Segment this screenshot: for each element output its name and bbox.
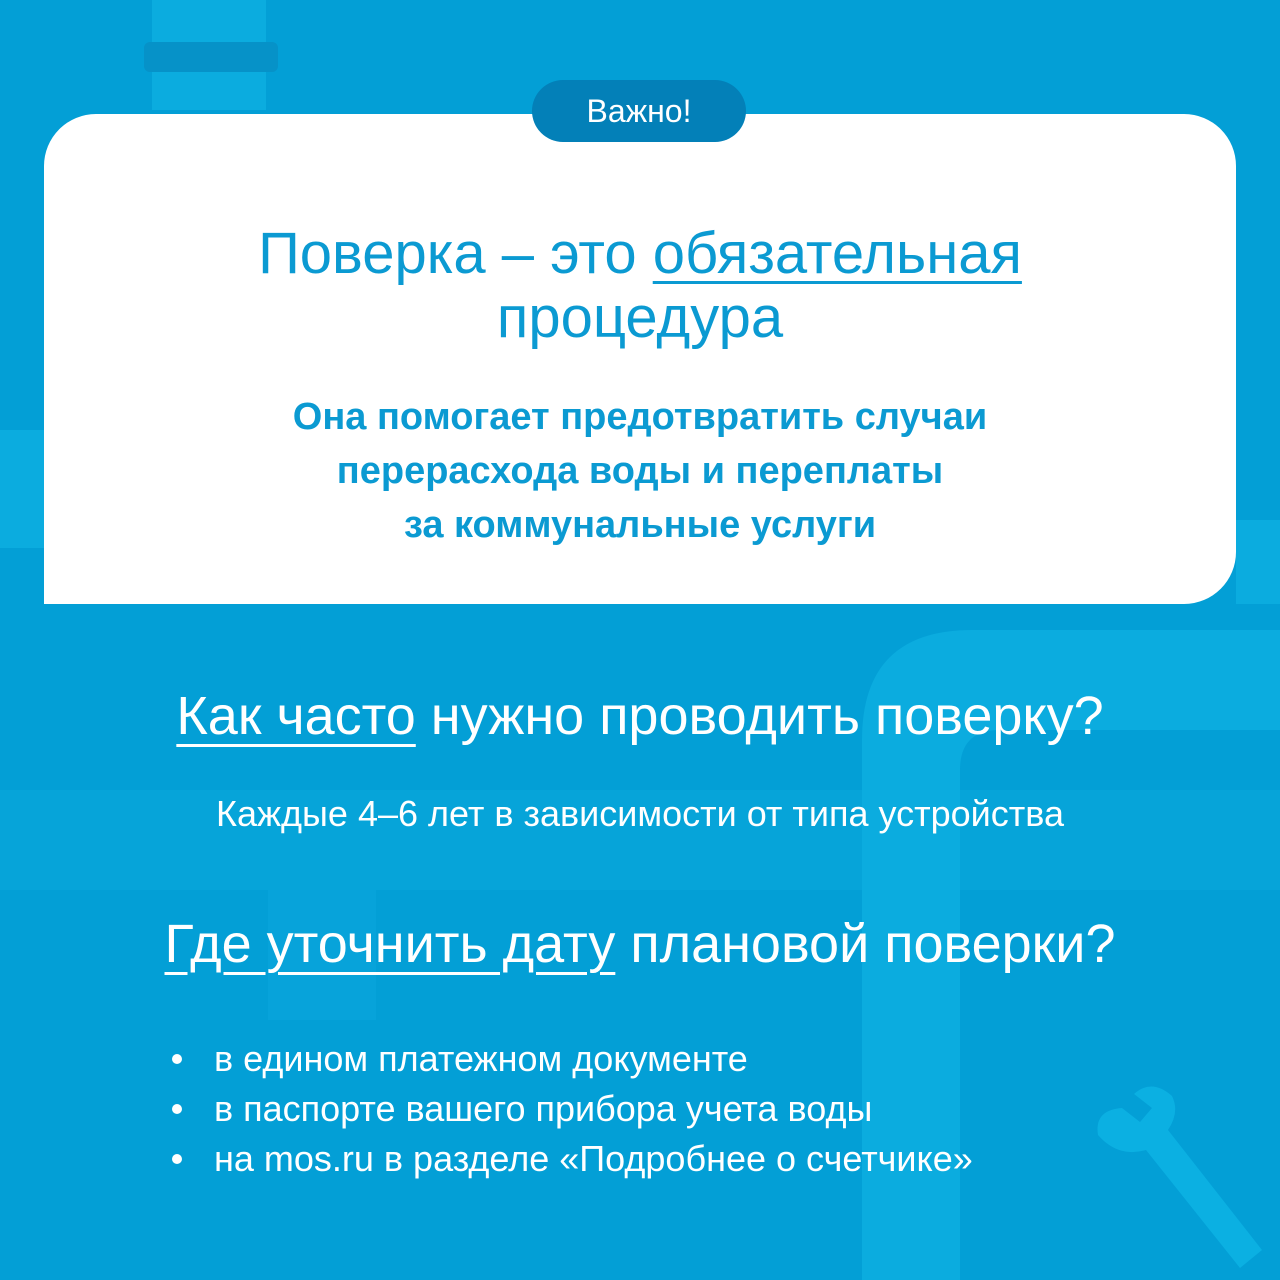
where-list	[168, 1034, 973, 1184]
heading-rest: плановой поверки?	[615, 914, 1116, 974]
list-item-text: на mos.ru в разделе «Подробнее о счетчике»	[214, 1138, 973, 1179]
important-badge	[532, 80, 746, 142]
card-title-underlined: обязательная	[652, 221, 1022, 286]
bullet-icon	[172, 1104, 182, 1114]
list-item	[168, 1084, 973, 1134]
card-description	[0, 390, 1280, 552]
bullet-icon	[172, 1054, 182, 1064]
wrench-icon	[1098, 1086, 1263, 1268]
section-heading-where	[0, 912, 1280, 976]
heading-underlined: Где уточнить дату	[164, 914, 616, 974]
section-heading-frequency	[0, 684, 1280, 748]
list-item	[168, 1134, 973, 1184]
card-text-line: за коммунальные услуги	[403, 504, 877, 546]
heading-rest: нужно проводить поверку?	[415, 686, 1104, 746]
heading-underlined: Как часто	[176, 686, 416, 746]
card-title-part1: Поверка – это	[258, 221, 653, 286]
card-text-line: перерасхода воды и переплаты	[336, 450, 944, 492]
list-item-text: в паспорте вашего прибора учета воды	[214, 1088, 873, 1129]
card-text-line: Она помогает предотвратить случаи	[292, 396, 988, 438]
badge-label: Важно!	[586, 93, 692, 129]
card-title	[0, 222, 1280, 350]
card-title-part2: процедура	[496, 285, 784, 350]
list-item	[168, 1034, 973, 1084]
frequency-answer: Каждые 4–6 лет в зависимости от типа устройства	[215, 793, 1065, 834]
list-item-text: в едином платежном документе	[214, 1038, 748, 1079]
bullet-icon	[172, 1154, 182, 1164]
